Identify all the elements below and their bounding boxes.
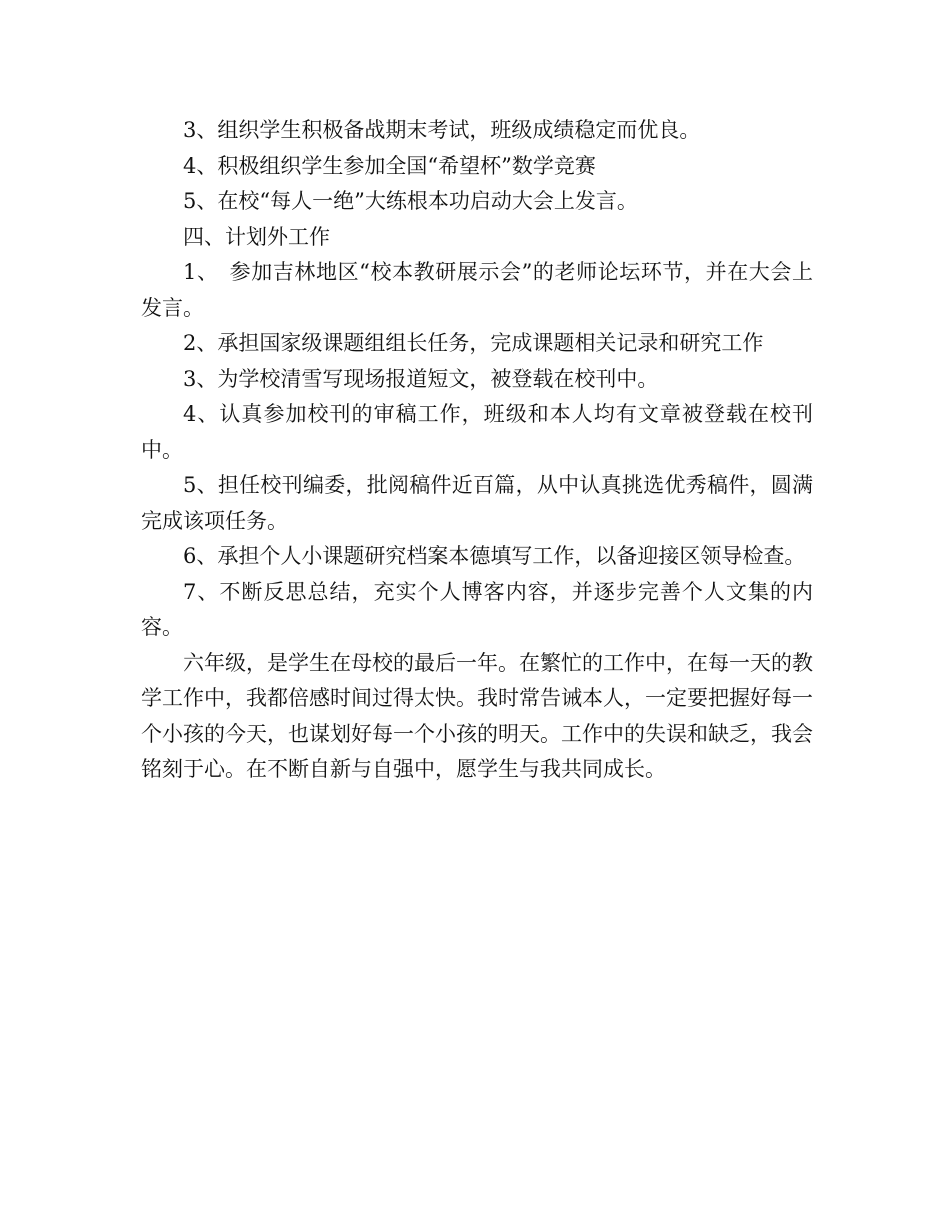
paragraph-unplanned-1: 1、 参加吉林地区“校本教研展示会”的老师论坛环节，并在大会上发言。 [141,260,813,320]
paragraph-unplanned-4: 4、认真参加校刊的审稿工作，班级和本人均有文章被登载在校刊中。 [141,402,813,462]
paragraph-unplanned-7: 7、不断反思总结，充实个人博客内容，并逐步完善个人文集的内容。 [141,579,813,639]
paragraph-unplanned-5: 5、担任校刊编委，批阅稿件近百篇，从中认真挑选优秀稿件，圆满完成该项任务。 [141,473,813,533]
paragraph-unplanned-2: 2、承担国家级课题组组长任务，完成课题相关记录和研究工作 [183,331,764,355]
paragraph-item-5: 5、在校“每人一绝”大练根本功启动大会上发言。 [183,189,638,213]
paragraph-item-4: 4、积极组织学生参加全国“希望杯”数学竞赛 [183,153,596,178]
paragraph-item-3: 3、组织学生积极备战期末考试，班级成绩稳定而优良。 [183,118,701,142]
section-heading-unplanned-work: 四、计划外工作 [183,224,330,249]
paragraph-unplanned-3: 3、为学校清雪写现场报道短文，被登载在校刊中。 [183,366,659,391]
closing-paragraph: 六年级，是学生在母校的最后一年。在繁忙的工作中，在每一天的教学工作中，我都倍感时间过得太快。我时常告诫本人，一定要把握好每一个小孩的今天，也谋划好每一个小孩的明天。工作中的失误和缺乏，我会铭刻于心。在不断自新与自强中，愿学生与我共同成长。 [141,650,813,781]
document-body [141,113,813,788]
paragraph-unplanned-6: 6、承担个人小课题研究档案本德填写工作，以备迎接区领导检查。 [183,544,806,568]
